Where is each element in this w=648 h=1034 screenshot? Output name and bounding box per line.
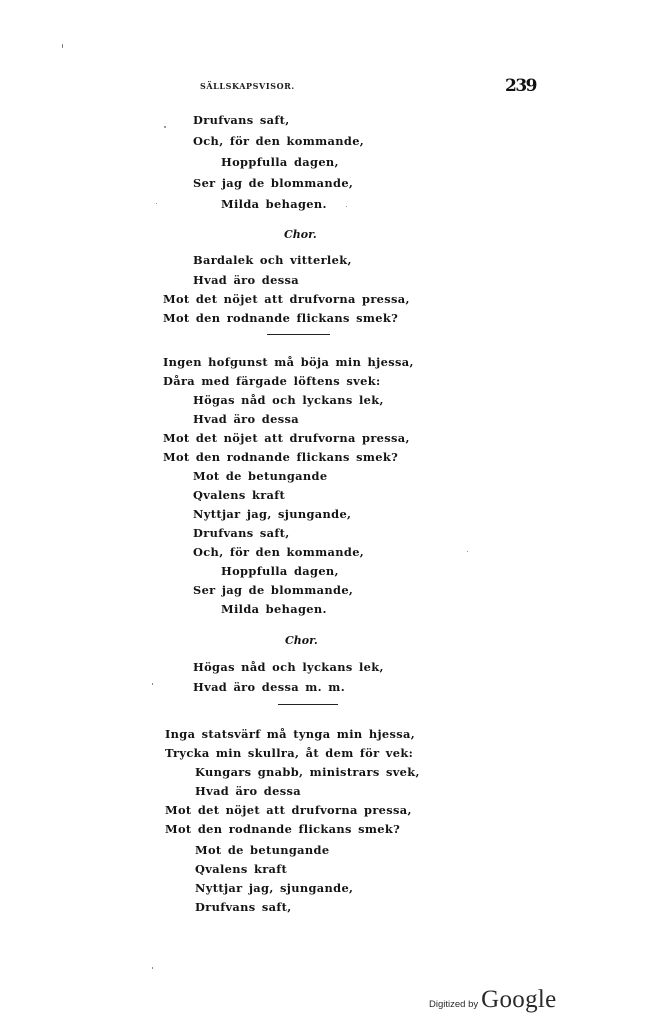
chorus-line: Högas nåd och lyckans lek, <box>193 660 384 674</box>
verse-line: Mot den rodnande flickans smek? <box>163 450 399 464</box>
verse-line: Qvalens kraft <box>195 862 288 876</box>
scan-speck <box>152 967 153 969</box>
verse-line: Milda behagen. <box>221 602 327 616</box>
chorus-line: Mot det nöjet att drufvorna pressa, <box>163 292 410 306</box>
verse-line: Kungars gnabb, ministrars svek, <box>195 765 420 779</box>
chorus-line: Hvad äro dessa m. m. <box>193 680 346 694</box>
watermark-prefix: Digitized by <box>429 999 479 1010</box>
page-number: 239 <box>505 76 536 96</box>
scan-speck <box>346 206 347 207</box>
verse-line: Hvad äro dessa <box>195 784 301 798</box>
verse-line: Hoppfulla dagen, <box>221 564 339 578</box>
google-logo-text: Google <box>481 986 557 1013</box>
verse-line: Trycka min skullra, åt dem för vek: <box>165 746 414 760</box>
running-header-title: SÄLLSKAPSVISOR. <box>200 81 295 91</box>
chorus-label: Chor. <box>285 634 318 647</box>
scan-speck <box>62 44 63 48</box>
verse-line: Qvalens kraft <box>193 488 286 502</box>
section-divider <box>278 704 338 705</box>
verse-line: Mot det nöjet att drufvorna pressa, <box>163 431 410 445</box>
verse-line: Mot den rodnande flickans smek? <box>165 822 401 836</box>
chorus-label: Chor. <box>284 228 317 241</box>
verse-line: Dåra med färgade löftens svek: <box>163 374 381 388</box>
verse-line: Milda behagen. <box>221 197 327 211</box>
scan-speck <box>164 126 166 128</box>
verse-line: Drufvans saft, <box>195 900 292 914</box>
verse-line: Och, för den kommande, <box>193 545 365 559</box>
chorus-line: Hvad äro dessa <box>193 273 299 287</box>
scan-speck <box>152 683 153 685</box>
digitized-by-google-watermark <box>429 986 557 1014</box>
verse-line: Mot de betungande <box>193 469 328 483</box>
chorus-line: Mot den rodnande flickans smek? <box>163 311 399 325</box>
verse-line: Hvad äro dessa <box>193 412 299 426</box>
scan-speck <box>156 203 157 204</box>
verse-line: Mot det nöjet att drufvorna pressa, <box>165 803 412 817</box>
verse-line: Mot de betungande <box>195 843 330 857</box>
verse-line: Ingen hofgunst må böja min hjessa, <box>163 355 414 369</box>
verse-line: Ser jag de blommande, <box>193 176 354 190</box>
section-divider <box>267 334 330 335</box>
chorus-line: Bardalek och vitterlek, <box>193 253 352 267</box>
verse-line: Högas nåd och lyckans lek, <box>193 393 384 407</box>
verse-line: Inga statsvärf må tynga min hjessa, <box>165 727 416 741</box>
verse-line: Hoppfulla dagen, <box>221 155 339 169</box>
scan-speck <box>467 551 468 552</box>
verse-line: Och, för den kommande, <box>193 134 365 148</box>
verse-line: Nyttjar jag, sjungande, <box>195 881 354 895</box>
verse-line: Nyttjar jag, sjungande, <box>193 507 352 521</box>
verse-line: Drufvans saft, <box>193 526 290 540</box>
verse-line: Ser jag de blommande, <box>193 583 354 597</box>
verse-line: Drufvans saft, <box>193 113 290 127</box>
